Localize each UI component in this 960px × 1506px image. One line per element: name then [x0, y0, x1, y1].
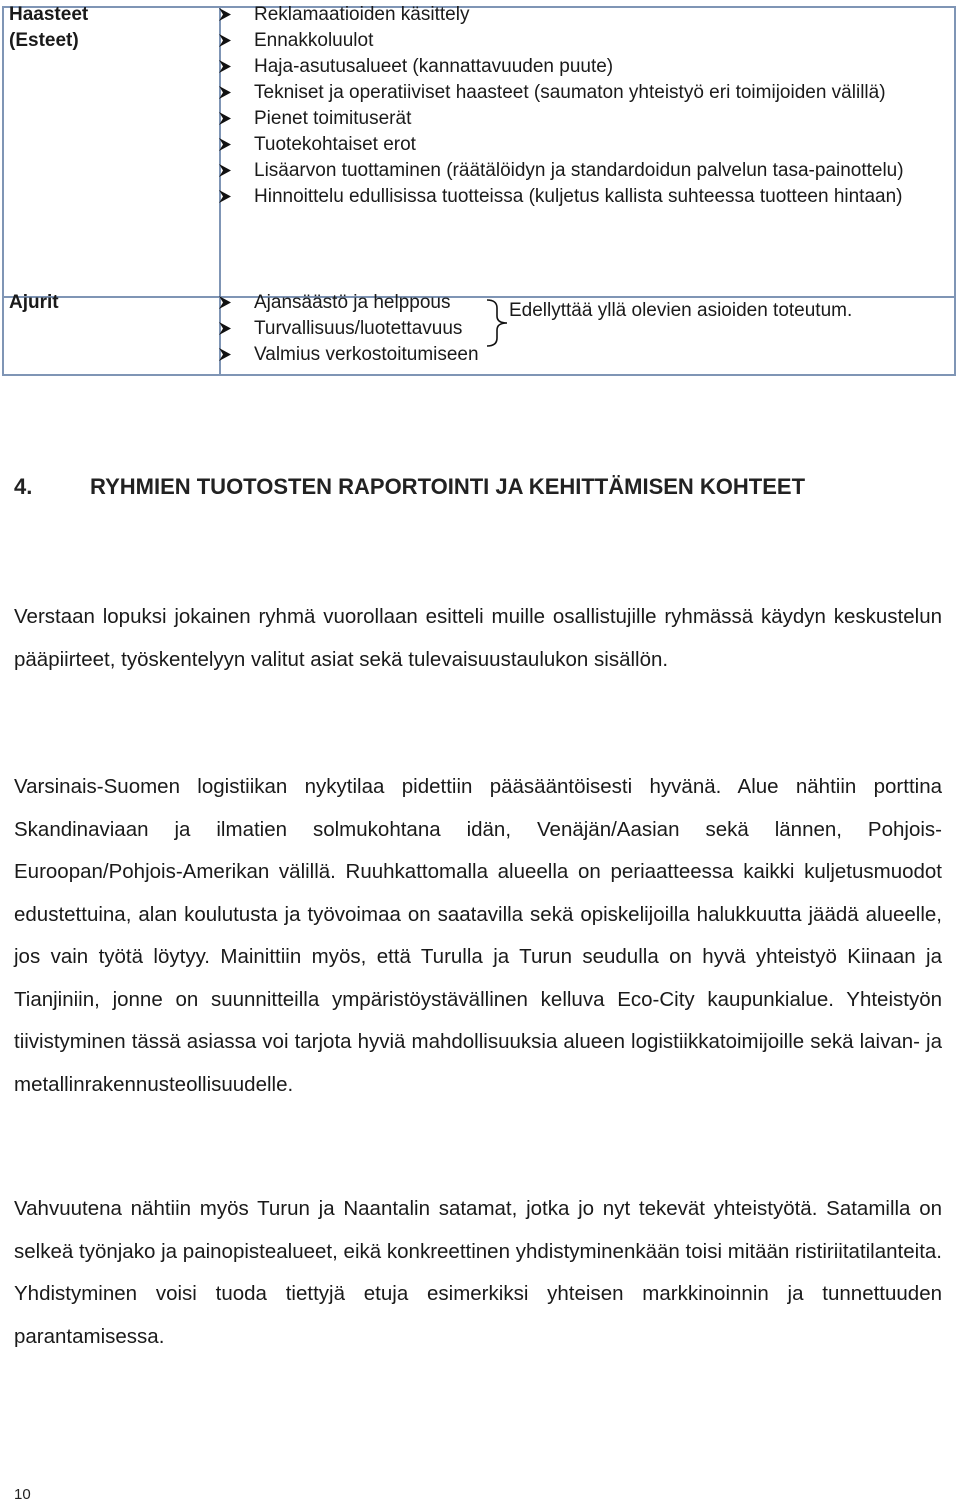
list-item — [218, 54, 928, 80]
arrowhead-bullet-icon — [218, 347, 232, 362]
list-item-text: Valmius verkostoitumiseen — [254, 344, 479, 365]
page-number: 10 — [14, 1486, 31, 1503]
arrowhead-bullet-icon — [218, 189, 232, 204]
list-item-text: Turvallisuus/luotettavuus — [254, 318, 463, 339]
list-item — [218, 106, 928, 132]
list-item-text: Haja-asutusalueet (kannattavuuden puute) — [254, 56, 614, 77]
list-item-text: Reklamaatioiden käsittely — [254, 4, 470, 25]
drivers-label-text: Ajurit — [9, 292, 59, 313]
paragraph: Vahvuutena nähtiin myös Turun ja Naantalin satamat, jotka jo nyt tekevät yhteistyötä. Satamilla on selkeä työnjako ja painopistealueet, eikä konkreettinen yhdistyminenkään toisi mitään ristiriitatilanteita. Yhdistyminen voisi tuoda tiettyjä etuja esimerkiksi yhteisen markkinoinnin ja tunnettuuden parantamisessa. — [14, 1197, 942, 1348]
list-item-text: Hinnoittelu edullisissa tuotteissa (kuljetus kallista suhteessa tuotteen hintaan) — [254, 186, 903, 207]
list-item-text: Lisäarvon tuottaminen (räätälöidyn ja standardoidun palvelun tasa-painottelu) — [254, 160, 904, 181]
list-item-text: Tuotekohtaiset erot — [254, 134, 416, 155]
arrowhead-bullet-icon — [218, 111, 232, 126]
arrowhead-bullet-icon — [218, 321, 232, 336]
arrowhead-bullet-icon — [218, 137, 232, 152]
drivers-label — [9, 290, 59, 316]
list-item — [218, 342, 918, 368]
section-title: RYHMIEN TUOTOSTEN RAPORTOINTI JA KEHITTÄMISEN KOHTEET — [90, 474, 806, 499]
list-item — [218, 2, 928, 28]
paragraph: Varsinais-Suomen logistiikan nykytilaa pidettiin pääsääntöisesti hyvänä. Alue nähtiin porttina Skandinaviaan ja ilmatien solmukohtana idän, Venäjän/Aasian sekä lännen, Pohjois-Euroopan/Pohjois-Amerikan välillä. Ruuhkattomalla alueella on periaatteessa kaikki kuljetusmuodot edustettuina, alan koulutusta ja työvoimaa on saatavilla sekä opiskelijoilla halukkuutta jäädä alueelle, jos vain työtä löytyy. Mainittiin myös, että Turulla ja Turun seudulla on hyvä yhteistyö Kiinaan ja Tianjiniin, jonne on suunnitteilla ympäristöystävällinen kelluva Eco-City kaupunkialue. Yhteistyön tiivistyminen tässä asiassa voi tarjota hyviä mahdollisuuksia alueen logistiikkatoimijoille sekä laivan- ja metallinrakennusteollisuudelle. — [14, 775, 942, 1096]
challenges-label-text: Haasteet (Esteet) — [9, 4, 89, 51]
section-heading — [14, 474, 805, 500]
arrowhead-bullet-icon — [218, 33, 232, 48]
list-item-text: Ajansäästö ja helppous — [254, 292, 451, 313]
challenges-label — [9, 2, 88, 54]
brace-note: Edellyttää yllä olevien asioiden toteutum. — [509, 300, 853, 321]
challenges-list — [218, 2, 928, 210]
list-item — [218, 184, 928, 210]
section-number: 4. — [14, 474, 33, 499]
list-item — [218, 80, 928, 106]
arrowhead-bullet-icon — [218, 85, 232, 100]
arrowhead-bullet-icon — [218, 295, 232, 310]
list-item-text: Pienet toimituserät — [254, 108, 412, 129]
list-item-text: Tekniset ja operatiiviset haasteet (saumaton yhteistyö eri toimijoiden välillä) — [254, 82, 886, 103]
curly-brace-icon — [485, 298, 511, 348]
list-item — [218, 28, 928, 54]
arrowhead-bullet-icon — [218, 7, 232, 22]
paragraph: Verstaan lopuksi jokainen ryhmä vuorollaan esitteli muille osallistujille ryhmässä käydyn keskustelun pääpiirteet, työskentelyyn valitut asiat sekä tulevaisuustaulukon sisällön. — [14, 605, 942, 671]
arrowhead-bullet-icon — [218, 163, 232, 178]
list-item-text: Ennakkoluulot — [254, 30, 374, 51]
arrowhead-bullet-icon — [218, 59, 232, 74]
list-item — [218, 158, 928, 184]
list-item — [218, 132, 928, 158]
